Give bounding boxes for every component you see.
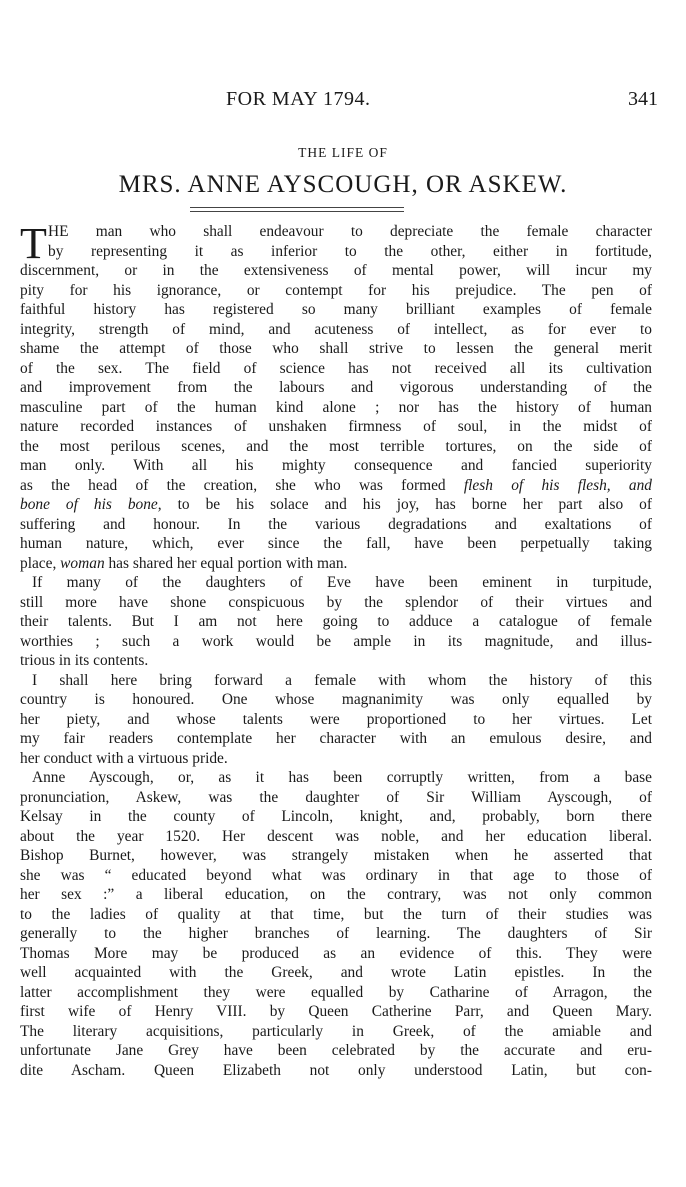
text-line: HE man who shall endeavour to depreciate the female character xyxy=(48,223,652,240)
text-line: country is honoured. One whose magnanimity was only equalled by xyxy=(20,691,652,708)
text-line: of the sex. The field of science has not received all its cultivation xyxy=(20,359,652,377)
italic-phrase: flesh of his flesh, and xyxy=(463,476,652,494)
text-line: If many of the daughters of Eve have been eminent in turpitude, xyxy=(32,574,652,591)
text-line: Kelsay in the county of Lincoln, knight, and, probably, born there xyxy=(20,808,652,825)
text-line: about the year 1520. Her descent was noble, and her education liberal. xyxy=(20,827,652,845)
text-lines xyxy=(20,219,652,1080)
text-line: well acquainted with the Greek, and wrote Latin epistles. In the xyxy=(20,964,652,981)
text-line: shame the attempt of those who shall strive to lessen the general merit xyxy=(20,340,652,357)
text-segment: as the head of the creation, she who was formed xyxy=(20,476,464,494)
text-segment: has shared her equal portion with man. xyxy=(104,554,348,572)
text-segment: place, xyxy=(20,554,61,572)
running-title: FOR MAY 1794. xyxy=(226,88,371,110)
text-line: faithful history has registered so many brilliant examples of female xyxy=(20,301,652,318)
text-line: her piety, and whose talents were proportioned to her virtues. Let xyxy=(20,710,652,728)
text-line: the most perilous scenes, and the most terrible tortures, on the side of xyxy=(20,437,652,455)
article-body xyxy=(20,219,652,1080)
text-line: masculine part of the human kind alone ; nor has the history of human xyxy=(20,398,652,416)
text-line: first wife of Henry VIII. by Queen Catherine Parr, and Queen Mary. xyxy=(20,1003,652,1020)
text-line: my fair readers contemplate her character with an emulous desire, and xyxy=(20,730,652,747)
text-line: pronunciation, Askew, was the daughter of Sir William Ayscough, of xyxy=(20,788,652,806)
text-line: latter accomplishment they were equalled by Catharine of Arragon, the xyxy=(20,983,652,1001)
text-line: dite Ascham. Queen Elizabeth not only understood Latin, but con- xyxy=(20,1061,652,1079)
text-line: worthies ; such a work would be ample in its magnitude, and illus- xyxy=(20,632,652,650)
text-line: and improvement from the labours and vigorous understanding of the xyxy=(20,379,652,396)
text-line: still more have shone conspicuous by the splendor of their virtues and xyxy=(20,593,652,611)
page-number: 341 xyxy=(628,88,658,110)
text-line: Bishop Burnet, however, was strangely mistaken when he asserted that xyxy=(20,847,652,864)
text-line xyxy=(20,476,652,496)
text-line: her sex :” a liberal education, on the contrary, was not only common xyxy=(20,886,652,903)
text-line: nature recorded instances of unshaken firmness of soul, in the midst of xyxy=(20,418,652,435)
title-rule xyxy=(190,207,404,212)
drop-cap: T xyxy=(20,219,47,268)
text-line: trious in its contents. xyxy=(20,652,149,669)
text-line xyxy=(20,495,652,515)
italic-phrase: bone of his bone, xyxy=(20,496,162,513)
article-overline: THE LIFE OF xyxy=(298,145,388,160)
text-segment: to be his solace and his joy, has borne her part also of xyxy=(161,496,652,513)
text-line: discernment, or in the extensiveness of mental power, will incur my xyxy=(20,262,652,279)
text-line: their talents. But I am not here going to adduce a catalogue of female xyxy=(20,613,652,630)
text-line: Thomas More may be produced as an evidence of this. They were xyxy=(20,944,652,962)
text-line: I shall here bring forward a female with whom the history of this xyxy=(32,671,652,689)
text-line: unfortunate Jane Grey have been celebrated by the accurate and eru- xyxy=(20,1042,652,1059)
text-line: pity for his ignorance, or contempt for his prejudice. The pen of xyxy=(20,281,652,299)
italic-phrase: woman xyxy=(60,554,105,572)
text-line: to the ladies of quality at that time, but the turn of their studies was xyxy=(20,905,652,923)
text-line: she was “ educated beyond what was ordinary in that age to those of xyxy=(20,866,652,884)
text-line: suffering and honour. In the various degradations and exaltations of xyxy=(20,515,652,533)
text-line: The literary acquisitions, particularly in Greek, of the amiable and xyxy=(20,1022,652,1040)
text-line xyxy=(20,554,652,574)
text-line: Anne Ayscough, or, as it has been corruptly written, from a base xyxy=(32,769,652,786)
text-line: integrity, strength of mind, and acuteness of intellect, as for ever to xyxy=(20,320,652,338)
text-line: human nature, which, ever since the fall, have been perpetually taking xyxy=(20,535,652,552)
text-line: her conduct with a virtuous pride. xyxy=(20,749,228,767)
article-title: MRS. ANNE AYSCOUGH, OR ASKEW. xyxy=(118,171,568,198)
text-line: generally to the higher branches of learning. The daughters of Sir xyxy=(20,925,652,942)
running-head xyxy=(0,88,686,114)
text-line: man only. With all his mighty consequence and fancied superiority xyxy=(20,457,652,474)
text-line: by representing it as inferior to the other, either in fortitude, xyxy=(48,242,652,260)
